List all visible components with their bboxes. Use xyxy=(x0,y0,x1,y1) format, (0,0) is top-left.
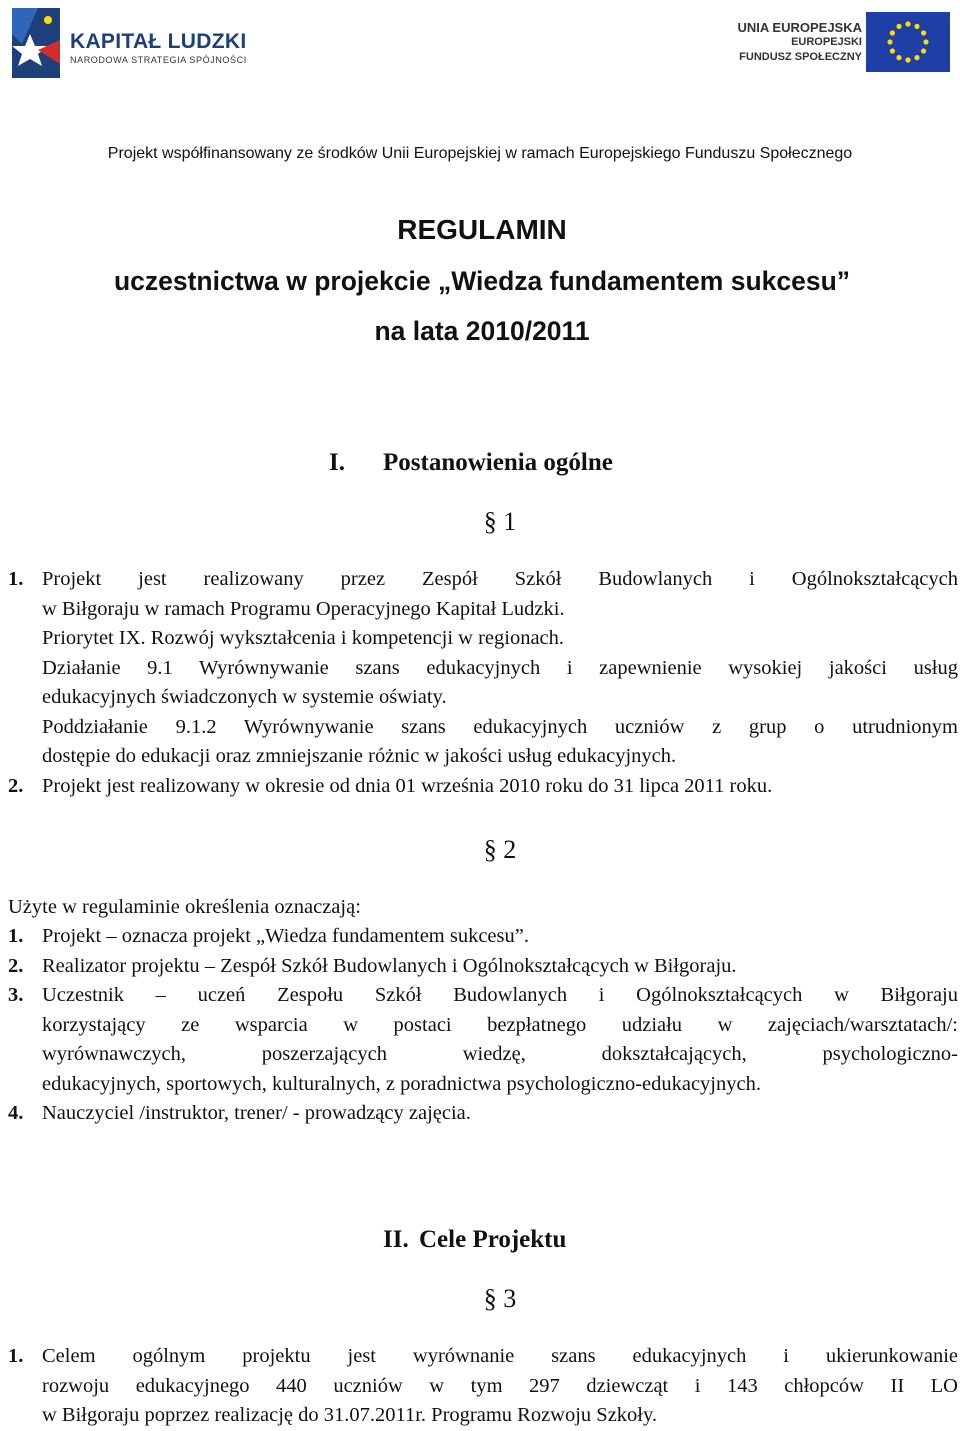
list-item xyxy=(8,565,958,772)
list-item-line: dostępie do edukacji oraz zmniejszanie różnic w jakości usług edukacyjnych. xyxy=(42,745,677,767)
list-item-line: Nauczyciel /instruktor, trener/ - prowadzący zajęcia. xyxy=(42,1102,471,1124)
document-header xyxy=(0,0,960,90)
list-item-number: 3. xyxy=(8,984,24,1006)
eu-flag-icon xyxy=(866,12,950,72)
eu-logo xyxy=(730,8,952,78)
list-item-number: 1. xyxy=(8,568,24,590)
list-item-line: w Biłgoraju poprzez realizację do 31.07.2011r. Programu Rozwoju Szkoły. xyxy=(42,1404,658,1426)
paragraph-1-symbol: § 1 xyxy=(483,507,517,536)
list-item xyxy=(8,772,958,802)
list-item xyxy=(8,981,958,1099)
paragraph-3-symbol: § 3 xyxy=(483,1284,517,1313)
cofinancing-note: Projekt współfinansowany ze środków Unii Europejskiej w ramach Europejskiego Funduszu Społecznego xyxy=(107,145,853,162)
kapital-ludzki-emblem-icon xyxy=(8,4,64,82)
kapital-ludzki-title: KAPITAŁ LUDZKI xyxy=(70,30,247,53)
paragraph-2-intro xyxy=(8,893,958,923)
list-item xyxy=(8,922,958,952)
eu-logo-line2: EUROPEJSKI xyxy=(791,36,862,48)
list-item-number: 1. xyxy=(8,925,24,947)
list-item-line: Działanie 9.1 Wyrównywanie szans edukacyjnych i zapewnienie wysokiej jakości usług xyxy=(42,656,958,679)
list-item xyxy=(8,1342,958,1431)
kapital-ludzki-logo xyxy=(8,4,247,84)
list-item-line: Celem ogólnym projektu jest wyrównanie szans edukacyjnych i ukierunkowanie xyxy=(42,1345,958,1367)
list-item-line: wyrównawczych, poszerzających wiedzę, dokształcających, psychologiczno- xyxy=(42,1043,958,1065)
list-item-number: 2. xyxy=(8,775,24,797)
list-item-line: korzystający ze wsparcia w postaci bezpłatnego udziału w zajęciach/warsztatach/: xyxy=(42,1013,958,1036)
eu-logo-text xyxy=(738,20,862,65)
document-title: REGULAMIN xyxy=(397,214,567,245)
eu-logo-line3: FUNDUSZ SPOŁECZNY xyxy=(739,51,862,63)
list-item-line: Uczestnik – uczeń Zespołu Szkół Budowlanych i Ogólnokształcących w Biłgoraju xyxy=(42,984,958,1006)
paragraph-2-symbol: § 2 xyxy=(483,835,517,864)
list-item-line: Projekt jest realizowany przez Zespół Szkół Budowlanych i Ogólnokształcących xyxy=(42,568,958,590)
list-item xyxy=(8,952,958,982)
list-item-line: Projekt jest realizowany w okresie od dnia 01 września 2010 roku do 31 lipca 2011 roku. xyxy=(42,775,773,797)
section-2-heading: Cele Projektu xyxy=(419,1226,567,1253)
list-item-number: 4. xyxy=(8,1102,24,1124)
kapital-ludzki-subtitle: NARODOWA STRATEGIA SPÓJNOŚCI xyxy=(70,55,247,65)
section-1-heading: Postanowienia ogólne xyxy=(383,449,613,476)
list-item-line: Poddziałanie 9.1.2 Wyrównywanie szans edukacyjnych uczniów z grup o utrudnionym xyxy=(42,715,958,738)
list-item-line: edukacyjnych, sportowych, kulturalnych, z poradnictwa psychologiczno-edukacyjnych. xyxy=(42,1072,761,1095)
list-item-line: edukacyjnych świadczonych w systemie oświaty. xyxy=(42,686,447,708)
list-item-line: Priorytet IX. Rozwój wykształcenia i kompetencji w regionach. xyxy=(42,627,565,649)
list-item-line: w Biłgoraju w ramach Programu Operacyjnego Kapitał Ludzki. xyxy=(42,597,565,620)
section-2-number: II. xyxy=(383,1226,409,1253)
paragraph-2-intro-text: Użyte w regulaminie określenia oznaczają: xyxy=(8,896,361,918)
list-item-line: rozwoju edukacyjnego 440 uczniów w tym 297 dziewcząt i 143 chłopców II LO xyxy=(42,1374,958,1397)
list-item-number: 2. xyxy=(8,955,24,977)
list-item-line: Projekt – oznacza projekt „Wiedza fundamentem sukcesu”. xyxy=(42,925,529,947)
list-item xyxy=(8,1099,958,1129)
list-item-number: 1. xyxy=(8,1345,24,1367)
list-item-line: Realizator projektu – Zespół Szkół Budowlanych i Ogólnokształcących w Biłgoraju. xyxy=(42,955,737,977)
eu-logo-line1: UNIA EUROPEJSKA xyxy=(737,20,862,35)
document-subtitle: uczestnictwa w projekcie „Wiedza fundamentem sukcesu” xyxy=(113,266,851,296)
document-period: na lata 2010/2011 xyxy=(374,316,590,346)
section-1-number: I. xyxy=(329,449,345,476)
